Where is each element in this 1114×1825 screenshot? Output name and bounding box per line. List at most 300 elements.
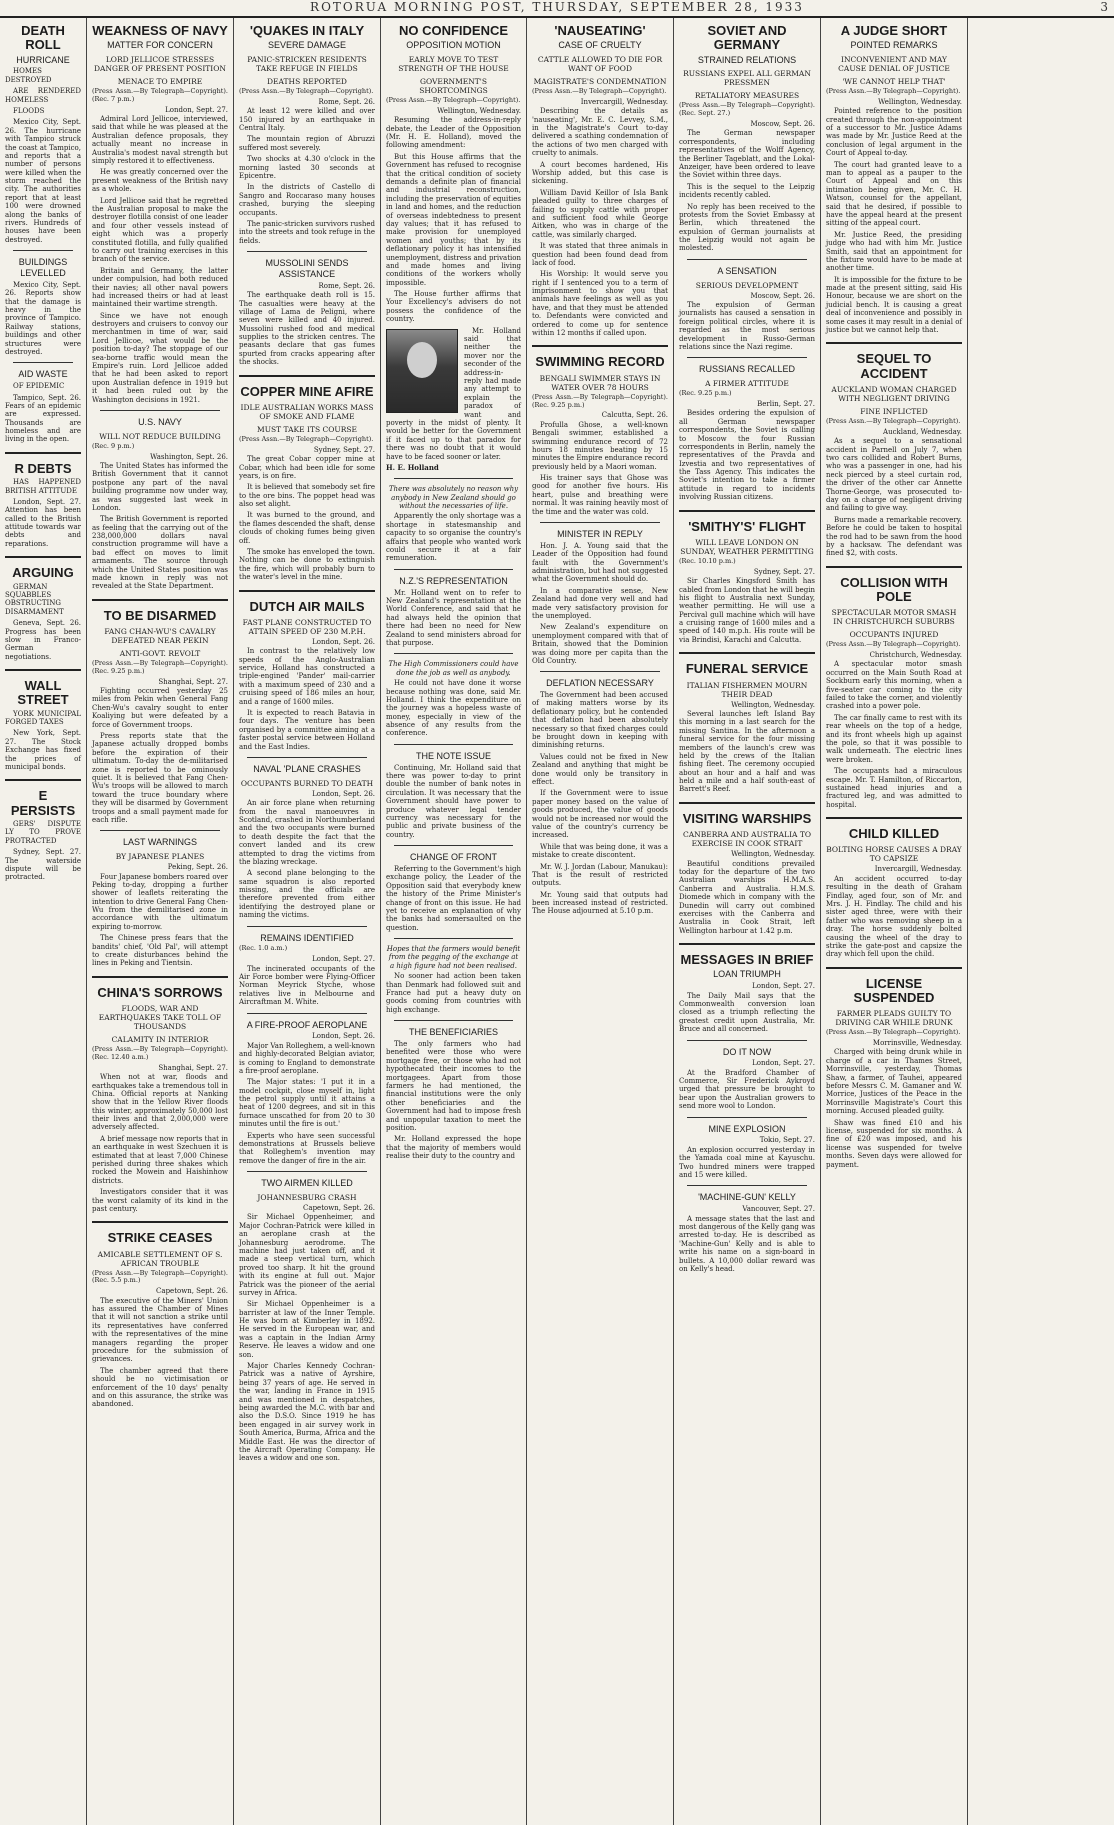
dateline: Sydney, Sept. 27. [753, 567, 815, 576]
column-3 [234, 18, 381, 1825]
paragraph: No reply has been received to the protests from the Soviet Embassy at Berlin, which threatened the expulsion of German journalists at the Leipzig would not again be molested. [679, 202, 815, 253]
divider [5, 556, 81, 558]
paragraph: When not at war, floods and earthquakes take a tremendous toll in China. Official reports at Nanking show that in the Yellow River floods this winter, approximately 50,000 lost their lives and that 2,000,000 were adversely affected. [92, 1073, 228, 1132]
subheadline: THE BENEFICIARIES [408, 1027, 498, 1038]
paragraph: New Zealand's expenditure on unemployment compared with that of Britain, showed that the Dominion was doing more per capita than the Old Country. [532, 623, 668, 665]
paragraph: This is the sequel to the Leipzig incidents recently cabled. [679, 182, 815, 200]
kicker: OCCUPANTS INJURED [849, 630, 939, 640]
dateline: Wellington, Wednesday. [731, 850, 815, 859]
paragraph: GERS' DISPUTE LY TO PROVE PROTRACTED [5, 820, 81, 845]
paragraph: Major Charles Kennedy Cochran-Patrick was a native of Ayrshire, being 37 years of age. He served in the war, landing in France in 1915 and was mentioned in despatches, being awarded the M.C. with bar and also the D.S.O. Since 1919 he has been engaged in air survey work in South America, Burma, Africa and the Middle East. He was the director of the Aircraft Operating Company. He leaves a widow and one son. [239, 1362, 375, 1463]
deck: INCONVENIENT AND MAY CAUSE DENIAL OF JUSTICE [838, 55, 950, 74]
kicker: MAGISTRATE'S CONDEMNATION [533, 77, 667, 87]
dateline: Capetown, Sept. 26. [156, 1287, 228, 1296]
headline: TO BE DISARMED [103, 607, 217, 623]
column-7 [821, 18, 968, 1825]
article [239, 757, 375, 920]
paragraph: The court had granted leave to a man to appeal as a pauper to the Court of Appeal and on this intimation being given, Mr. C. H. Watson, counsel for the appellant, said that he desired, if possible to have the appeal heard at the present sitting of the appeal court. [826, 160, 962, 228]
article [532, 671, 668, 916]
dateline: Wellington, Wednesday. [437, 106, 521, 115]
dateline: London, Sept. 27. [752, 982, 815, 991]
press-credit: (Press Assn.—By Telegraph—Copyright). [826, 1028, 961, 1037]
paragraph: Admiral Lord Jellicoe, interviewed, said that while he was pleased at the Australian defence proposals, they actually meant no increase in Australia's modest naval strength but simply restored it to effectiveness. [92, 115, 228, 166]
divider [687, 1117, 807, 1118]
headline: NO CONFIDENCE [398, 23, 509, 38]
paragraph: Two shocks at 4.30 o'clock in the morning lasted 30 seconds at Epicentre. [239, 155, 375, 181]
headline: SOVIET AND GERMANY [707, 23, 787, 53]
masthead-title: ROTORUA MORNING POST, THURSDAY, SEPTEMBER 28, 1933 [310, 0, 804, 14]
deck: WILL LEAVE LONDON ON SUNDAY, WEATHER PERMITTING [680, 537, 814, 556]
column-5 [527, 18, 674, 1825]
press-credit: (Press Assn.—By Telegraph—Copyright). [532, 87, 667, 96]
headline: COPPER MINE AFIRE [240, 383, 374, 399]
headline: R DEBTS [14, 460, 72, 476]
subheadline: REMAINS IDENTIFIED [260, 932, 354, 943]
paragraph: An accident occurred to-day resulting in the death of Graham Findlay, aged four, son of Mr. and Mrs. J. H. Findlay. The child and his sister aged three, were with their father who was removing sheep in a dray. The horse suddenly bolted causing the wheel of the dray to strike the gate-post and capsize the dray which fell upon the child. [826, 874, 962, 959]
paragraph: The United States has informed the British Government that it cannot postpone any part of the naval building programme now under way, as was suggested last week in London. [92, 461, 228, 512]
article [239, 1013, 375, 1166]
kicker: MENACE TO EMPIRE [117, 77, 203, 87]
paragraph: Mr. Justice Reed, the presiding judge who had with him Mr. Justice Smith, said that an appointment for the fixture would have to be made at another time. [826, 230, 962, 273]
kicker: A FIRMER ATTITUDE [705, 379, 789, 389]
kicker: OCCUPANTS BURNED TO DEATH [240, 778, 374, 788]
headline: SEQUEL TO ACCIDENT [856, 351, 932, 381]
deck: SPECTACULAR MOTOR SMASH IN CHRISTCHURCH SUBURBS [831, 608, 957, 627]
press-credit: (Rec. 10.10 p.m.) [679, 556, 736, 565]
deck: BOLTING HORSE CAUSES A DRAY TO CAPSIZE [826, 845, 962, 864]
divider [679, 510, 815, 512]
press-credit: (Rec. 1.0 a.m.) [239, 944, 288, 953]
deck: CATTLE ALLOWED TO DIE FOR WANT OF FOOD [537, 55, 663, 74]
kicker: FINE INFLICTED [860, 407, 928, 417]
article [532, 345, 668, 516]
divider [540, 522, 660, 523]
paragraph: Burns made a remarkable recovery. Before he could be taken to hospital the rod had to be sawn from the hood by a hacksaw. The defendant was fined $2, with costs. [826, 515, 962, 558]
divider [679, 943, 815, 945]
deck: FLOODS, WAR AND EARTHQUAKES TAKE TOLL OF THOUSANDS [98, 1004, 222, 1032]
paragraph: The mountain region of Abruzzi suffered most severely. [239, 135, 375, 152]
paragraph: The panic-stricken survivors rushed into the streets and took refuge in the fields. [239, 219, 375, 245]
paragraph: In contrast to the relatively low speeds of the Anglo-Australian service, Holland has constructed a triple-engined 'Pander' mail-carrier with a maximum speed of 230 and a cruising speed of 186 miles an hour, and a range of 1600 miles. [239, 647, 375, 706]
subheadline: OPPOSITION MOTION [406, 40, 501, 51]
article [5, 24, 81, 244]
divider [687, 357, 807, 358]
subheadline: RUSSIANS RECALLED [698, 364, 796, 375]
press-credit: (Press Assn.—By Telegraph—Copyright). (Rec. 5.5 p.m.) [92, 1268, 228, 1285]
dateline: Rome, Sept. 26. [318, 281, 375, 290]
paragraph: It is believed that somebody set fire to the ore bins. The poppet head was also set alight. [239, 483, 375, 509]
dateline: Morrinsville, Wednesday. [872, 1039, 962, 1048]
divider [540, 671, 660, 672]
paragraph: Tampico, Sept. 26. Fears of an epidemic are expressed. Thousands are homeless and are living in the open. [5, 393, 81, 444]
article [679, 1040, 815, 1111]
paragraph: The House further affirms that Your Excellency's advisers do not possess the confidence of the country. [386, 290, 521, 324]
press-credit: (Press Assn.—By Telegraph—Copyright). [826, 640, 961, 649]
deck: EARLY MOVE TO TEST STRENGTH OF THE HOUSE [398, 55, 509, 74]
paragraph: It is expected to reach Batavia in four days. The venture has been organised by a committee aiming at a faster postal service between Holland and the East Indies. [239, 709, 375, 751]
divider [100, 830, 220, 831]
subheadline: MINISTER IN REPLY [557, 529, 643, 540]
subheadline: POINTED REMARKS [850, 40, 938, 51]
deck: RUSSIANS EXPEL ALL GERMAN PRESSMEN [683, 69, 811, 88]
paragraph: He was greatly concerned over the present weakness of the British navy as a whole. [92, 168, 228, 194]
paragraph: Sir Charles Kingsford Smith has cabled from London that he will begin his flight to Australia next Sunday, weather permitting. He will use a Percival gull machine which will have a cruising range of 1600 miles and a speed of 140 m.p.h. His route will be via Brindisi, Karachi and Calcutta. [679, 577, 815, 644]
dateline: Christchurch, Wednesday. [869, 651, 962, 660]
divider [247, 926, 367, 927]
divider [394, 845, 513, 846]
paragraph: Sydney, Sept. 27. The waterside dispute will be protracted. [5, 848, 81, 882]
divider [5, 669, 81, 671]
paragraph: At least 12 were killed and over 150 injured by an earthquake in Central Italy. [239, 107, 375, 133]
paragraph: YORK MUNICIPAL FORGED TAXES [5, 709, 81, 727]
paragraph: A spectacular motor smash occurred on the Main South Road at Sockburn early this morning, when a five-seater car coming to the city failed to take the corner, and violently crashed into a power pole. [826, 660, 962, 711]
subheadline: AID WASTE [18, 369, 68, 380]
paragraph: The German newspaper correspondents, including representatives of the Wolff Agency, the Berliner Tageblatt, and the Lokal-Anzeiger, have been ordered to leave the Soviet within three days. [679, 129, 815, 180]
dateline: Invercargill, Wednesday. [580, 97, 668, 106]
headline: E PERSISTS [10, 788, 76, 818]
paragraph: Mexico City, Sept. 26. Reports show that the damage is heavy in the province of Tampico. Railway stations, buildings and other structures were destroyed. [5, 280, 81, 356]
headline: SWIMMING RECORD [535, 354, 665, 370]
paragraph: Shaw was fined £10 and his license, suspended for six months. A fine of £20 was imposed, and his license was suspended for twelve months. Seven days were allowed for payment. [826, 1118, 962, 1169]
divider [5, 452, 81, 454]
dateline: Moscow, Sept. 26. [750, 119, 815, 128]
divider [247, 1013, 367, 1014]
masthead [0, 0, 1114, 18]
article [679, 1185, 815, 1273]
paragraph: William David Keillor of Isla Bank pleaded guilty to three charges of failing to supply cattle with proper and sufficient food while George Aitken, who was in charge of the cattle, was similarly charged. [532, 188, 668, 239]
paragraph: Sir Michael Oppenheimer is a barrister at law of the Inner Temple. He was born at Kimberley in 1892. He served in the European war, and was a captain in the Indian Army Reserve. He leaves a widow and one son. [239, 1300, 375, 1359]
headline: COLLISION WITH POLE [840, 574, 948, 604]
article [679, 802, 815, 935]
divider [247, 1171, 367, 1172]
article [5, 669, 81, 771]
column-6 [674, 18, 821, 1825]
paragraph: The occupants had a miraculous escape. Mr. T. Hamilton, of Riccarton, sustained head injuries and a fractured leg, and was admitted to hospital. [826, 767, 962, 809]
deck: AMICABLE SETTLEMENT OF S. AFRICAN TROUBLE [97, 1249, 223, 1268]
dateline: Rome, Sept. 26. [318, 97, 375, 106]
paragraph: The smoke has enveloped the town. Nothing can be done to extinguish the fire, which will probably burn to the water's level in the mine. [239, 548, 375, 582]
press-credit: (Press Assn.—By Telegraph—Copyright). [826, 417, 961, 426]
newspaper-columns [0, 18, 1114, 1825]
dateline: Auckland, Wednesday. [883, 427, 962, 436]
headline: STRIKE CEASES [107, 1230, 213, 1246]
divider [826, 817, 962, 819]
kicker: RETALIATORY MEASURES [694, 91, 800, 101]
kicker: SERIOUS DEVELOPMENT [695, 280, 799, 290]
paragraph: ARE RENDERED HOMELESS [5, 87, 81, 104]
paragraph: Experts who have seen successful demonstrations at Brussels believe that Rolleghem's invention may remove the danger of fire in the air. [239, 1131, 375, 1165]
divider [826, 566, 962, 568]
subheadline: MUSSOLINI SENDS ASSISTANCE [265, 258, 349, 279]
pull-quote: Hopes that the farmers would benefit from the pegging of the exchange at a high figure had not been realised. [386, 945, 521, 970]
paragraph: Referring to the Government's high exchange policy, the Leader of the Opposition said that everybody knew the history of the Prime Minister's change of front on this issue. He had yet to receive an explanation of why the banks had somersaulted on the question. [386, 864, 521, 932]
paragraph: A brief message now reports that in an earthquake in west Szechuen it is estimated that at least 7,000 Chinese perished during three shakes which rocked the Mowein and Haishinhow districts. [92, 1134, 228, 1185]
paragraph: Lord Jellicoe said that he regretted the Australian proposal to make the destroyer flotilla consist of one leader and four other vessels instead of eight which was a properly constituted flotilla, and fully qualified to carry out training exercises in this branch of the service. [92, 196, 228, 264]
paragraph: Mexico City, Sept. 26. The hurricane with Tampico struck the coast at Tampico, and reports that a number of persons were killed when the storm reached the city. The authorities report that at least 100 were drowned along the banks of rivers. Hundreds of houses have been destroyed. [5, 118, 81, 244]
dateline: Capetown, Sept. 26. [303, 1204, 375, 1213]
article [239, 24, 375, 245]
kicker: CALAMITY IN INTERIOR [111, 1035, 209, 1045]
dateline: Peking, Sept. 26. [167, 863, 228, 872]
dateline: London, Sept. 26. [312, 637, 375, 646]
paragraph: Continuing, Mr. Holland said that there was power to-day to print double the number of bank notes in circulation. It was necessary that the Government should have power to produce whatever legal tender currency was necessary for the public and private business of the country. [386, 763, 521, 839]
dateline: Sydney, Sept. 27. [313, 445, 375, 454]
headline: 'SMITHY'S' FLIGHT [688, 518, 806, 534]
press-credit: (Press Assn.—By Telegraph—Copyright). (Rec. 9.25 p.m.) [92, 659, 228, 675]
dateline: Wellington, Wednesday. [731, 700, 815, 709]
deck: CANBERRA AND AUSTRALIA TO EXERCISE IN COOK STRAIT [682, 830, 811, 849]
paragraph: His Worship: It would serve you right if I sentenced you to a term of imprisonment to show you that animals have feelings as well as you have, and that they must be attended to. Defendants were convicted and ordered to come up for sentence within 12 months if called upon. [532, 270, 668, 338]
dateline: Invercargill, Wednesday. [874, 865, 962, 874]
paragraph: An air force plane when returning from the naval manoeuvres in Scotland, crashed in Northumberland and the two occupants were burned to death despite the fact that the convert landed and its crew attempted to drag the victims from the blazing wreckage. [239, 799, 375, 866]
paragraph: Pointed reference to the position created through the non-appointment of a successor to Mr. Justice Adams was made by Mr. Justice Reed at the conclusion of legal argument in the Court of Appeal to-day. [826, 107, 962, 158]
article [5, 362, 81, 444]
press-credit: (Press Assn.—By Telegraph—Copyright). [239, 87, 374, 96]
dateline: Vancouver, Sept. 27. [742, 1205, 815, 1214]
paragraph: The executive of the Miners' Union has assured the Chamber of Mines that it will not sanction a strike until its representatives have conferred with the representatives of the mine managers regarding the proper procedure for the submission of grievances. [92, 1296, 228, 1364]
divider [239, 590, 375, 592]
paragraph: The incinerated occupants of the Air Force bomber were Flying-Officer Norman Meyrick Styche, whose relatives live in Melbourne and Aircraftman M. White. [239, 964, 375, 1007]
paragraph: Investigators consider that it was the worst calamity of its kind in the past century. [92, 1188, 228, 1213]
kicker: GOVERNMENT'S SHORTCOMINGS [419, 77, 488, 96]
portrait-face [407, 342, 437, 378]
press-credit: (Press Assn.—By Telegraph—Copyright). [826, 87, 961, 96]
pull-quote: There was absolutely no reason why anybody in New Zealand should go without the necessaries of life. [388, 485, 519, 511]
paragraph: A message states that the last and most dangerous of the Kelly gang was arrested to-day. He is described as 'Machine-Gun' Kelly and is able to write his name on a sign-board in bullets. A 10,000 dollar reward was on Kelly's head. [679, 1214, 815, 1273]
paragraph: The Chinese press fears that the bandits' chief, 'Old Pal', will attempt to create disturbances behind the lines in Peking and Tientsin. [92, 934, 228, 968]
press-credit: (Press Assn.—By Telegraph—Copyright). [386, 96, 521, 105]
article [679, 259, 815, 352]
article [679, 943, 815, 1033]
subheadline: 'MACHINE-GUN' KELLY [698, 1192, 796, 1203]
paragraph: The British Government is reported as feeling that the carrying out of the 238,000,000 dollars naval construction programme will have a bad effect on moves to limit armaments. The source through which the United States position was made known in reply was not revealed at the State Department. [92, 515, 228, 591]
headline: VISITING WARSHIPS [682, 810, 812, 826]
press-credit: (Press Assn.—By Telegraph—Copyright). [239, 434, 374, 443]
portrait-photo [386, 329, 458, 413]
pull-quote: The High Commissioners could have done the job as well as anybody. [388, 660, 519, 677]
article [826, 342, 962, 557]
article [5, 250, 81, 356]
dateline: Berlin, Sept. 27. [757, 399, 815, 408]
paragraph: FLOODS [13, 106, 45, 115]
paragraph: Fighting occurred yesterday 25 miles from Pekin when General Fang Chen-Wu's cavalry sought to enter Koaliying but were defeated by a force of Government troops. [92, 687, 228, 729]
column-2 [87, 18, 234, 1825]
paragraph: New York, Sept. 27. The Stock Exchange has fixed the prices of municipal bonds. [5, 729, 81, 772]
divider [92, 599, 228, 601]
article [239, 590, 375, 751]
subheadline: U.S. NAVY [138, 416, 182, 427]
paragraph: Sir Michael Oppenheimer, and Major Cochran-Patrick were killed in an aeroplane crash at the Johannesburg aerodrome. The machine had just taken off, and it made a steep vertical turn, which proved too sharp. It hit the ground with its engine at full out. Major Patrick was the pioneer of the aerial survey in Africa. [239, 1213, 375, 1297]
paragraph: The great Cobar copper mine at Cobar, which had been idle for some years, is on fire. [239, 455, 375, 480]
subheadline: TWO AIRMEN KILLED [261, 1178, 353, 1189]
article [386, 478, 521, 563]
deck: LORD JELLICOE STRESSES DANGER OF PRESENT POSITION [94, 55, 226, 74]
deck: FARMER PLEADS GUILTY TO DRIVING CAR WHILE DRUNK [835, 1009, 953, 1028]
dateline: London, Sept. 27. [312, 955, 375, 964]
paragraph: Profulla Ghose, a well-known Bengali swimmer, established a swimming endurance record of 72 hours 18 minutes beating by 15 minutes the Empire endurance record previously held by a Maori woman. [532, 420, 668, 471]
paragraph: Apparently the only shortage was a shortage in statesmanship and capacity to so organise the country's affairs that people who wanted work could secure it at a fair remuneration. [386, 512, 521, 563]
dateline: Shanghai, Sept. 27. [158, 1063, 228, 1072]
paragraph: But this House affirms that the Government has refused to recognise that the critical condition of society demands a definite plan of financial and industrial reconstruction, including the preservation of equities in land and homes, and the reduction of overseas indebtedness to present day values; that it has refused to make provision for unemployed women and youths; that by its deflationary policy it has intensified unemployment, distress and privation and made homes and living conditions of the workers wholly impossible. [386, 152, 521, 287]
paragraph: Geneva, Sept. 26. Progress has been slow in Franco-German negotiations. [5, 619, 81, 661]
paragraph: An explosion occurred yesterday in the Yamada coal mine at Kayuschu. Two hundred miners were trapped and 15 were killed. [679, 1145, 815, 1179]
paragraph: In a comparative sense, New Zealand had done very well and had made very satisfactory provision for the unemployed. [532, 586, 668, 620]
paragraph: Values could not be fixed in New Zealand and anything that might be done would only be transitory in effect. [532, 752, 668, 786]
article [386, 1020, 521, 1160]
paragraph: The Major states: 'I put it in a model cockpit, close myself in, light the petrol supply until it attains a heat of 1200 degrees, and sit in this furnace unscathed for from 20 to 30 minutes until the fire is out.' [239, 1078, 375, 1129]
deck: FAST PLANE CONSTRUCTED TO ATTAIN SPEED OF 230 M.P.H. [242, 617, 372, 636]
subheadline: N.Z.'S REPRESENTATION [399, 575, 508, 586]
paragraph: Four Japanese bombers roared over Peking to-day, dropping a further shower of leaflets reiterating the intention to drive General Fang Chen-Wu from the demilitarised zone in accordance with the ultimatum expiring to-morrow. [92, 872, 228, 931]
headline: WALL STREET [17, 678, 69, 708]
paragraph: Major Van Rolleghem, a well-known and highly-decorated Belgian aviator, is coming to England to demonstrate a fire-proof aeroplane. [239, 1041, 375, 1075]
divider [394, 478, 513, 479]
paragraph: The only farmers who had benefited were those who were mortgage free, or those who had not hypothecated their incomes to the mortgagees. Apart from those farmers he had mentioned, the financial institutions were the only other beneficiaries and the Government had had to impose fresh and unpopular taxation to meet the position. [386, 1040, 521, 1132]
divider [100, 410, 220, 411]
article [532, 24, 668, 337]
dateline: Washington, Sept. 26. [150, 452, 228, 461]
subheadline: A FIRE-PROOF AEROPLANE [246, 1019, 368, 1030]
article [386, 744, 521, 839]
article [679, 510, 815, 645]
article [386, 938, 521, 1014]
divider [394, 569, 513, 570]
article [679, 357, 815, 501]
paragraph: Several launches left Island Bay this morning in a last search for the missing Santina. In the afternoon a funeral service for the four missing members of the launch's crew was held by the crews of the Italian fishing fleet. The ceremony occupied about an hour and a half and was held a mile and a half south-east of Barrett's Reef. [679, 709, 815, 794]
divider [826, 342, 962, 344]
subheadline: SEVERE DAMAGE [267, 40, 347, 51]
paragraph: Charged with being drunk while in charge of a car in Thames Street, Morrinsville, yesterday, Thomas Shaw, a farmer, of Tauhei, appeared before Messrs C. M. Gamaner and W. Morrice, Justices of the Peace in the Morrinsville Magistrate's Court this morning. Accused pleaded guilty. [826, 1048, 962, 1116]
deck: IDLE AUSTRALIAN WORKS MASS OF SMOKE AND FLAME [240, 402, 374, 421]
kicker: DEATHS REPORTED [267, 77, 347, 87]
subheadline: CASE OF CRUELTY [558, 40, 642, 51]
press-credit: (Press Assn.—By Telegraph—Copyright). (Rec. 12.40 a.m.) [92, 1045, 228, 1061]
paragraph: Mr. Holland said that neither the mover nor the seconder of the address-in-reply had made any attempt to explain the paradox of want and poverty in the midst of plenty. It would be better for the Government if it faced up to that paradox for there was no doubt that it would have to be faced sooner or later. [386, 326, 521, 461]
divider [394, 938, 513, 939]
paragraph: The Daily Mail says that the Commonwealth conversion loan closed as a triumph reflecting the greatest credit upon Australia, Mr. Bruce and all concerned. [679, 991, 815, 1034]
subheadline: STRAINED RELATIONS [697, 54, 797, 65]
press-credit: (Rec. 9.25 p.m.) [679, 389, 732, 398]
paragraph: A second plane belonging to the same squadron is also reported missing, and the officials are therefore prevented from either identifying the destroyed plane or naming the victims. [239, 869, 375, 920]
page-number: 3 [1100, 0, 1108, 14]
kicker: MUST TAKE ITS COURSE [257, 424, 357, 434]
article [5, 556, 81, 661]
paragraph: Mr. Holland expressed the hope that the majority of members would realise their duty to the country and [386, 1135, 521, 1161]
divider [92, 1221, 228, 1223]
article [386, 24, 521, 472]
kicker: WILL NOT REDUCE BUILDING [99, 431, 221, 441]
article [239, 926, 375, 1007]
press-credit: (Press Assn.—By Telegraph—Copyright). (Rec. 7 p.m.) [92, 87, 228, 103]
divider [13, 362, 73, 363]
article [826, 817, 962, 959]
article [239, 251, 375, 367]
paragraph: The expulsion of German journalists has caused a sensation in foreign political circles, where it is regarded as the most serious development in Russo-German relations since the Nazi regime. [679, 301, 815, 351]
headline: CHILD KILLED [848, 826, 940, 842]
paragraph: While that was being done, it was a mistake to create discontent. [532, 842, 668, 860]
paragraph: HAS HAPPENED BRITISH ATTITUDE [5, 478, 81, 495]
divider [394, 653, 513, 654]
article [532, 522, 668, 665]
paragraph: It was stated that three animals in question had been found dead from lack of food. [532, 242, 668, 267]
paragraph: In the districts of Castello di Sangro and Roccaraso many houses crashed, burying the sleeping occupants. [239, 183, 375, 217]
article [92, 410, 228, 591]
divider [239, 375, 375, 377]
press-credit: (Press Assn.—By Telegraph—Copyright). (Rec. Sept. 27.) [679, 101, 815, 118]
article [92, 1221, 228, 1408]
paragraph: His trainer says that Ghose was good for another five hours. His heart, pulse and breathing were normal. It was raining heavily most of the time and the water was cold. [532, 474, 668, 516]
subheadline: THE NOTE ISSUE [415, 750, 491, 761]
divider [687, 1185, 807, 1186]
kicker: 'WE CANNOT HELP THAT' [842, 77, 946, 87]
kicker: JOHANNESBURG CRASH [257, 1193, 357, 1203]
article [826, 967, 962, 1169]
headline: MESSAGES IN BRIEF [680, 952, 814, 968]
divider [687, 259, 807, 260]
headline: DUTCH AIR MAILS [249, 598, 365, 614]
article [5, 779, 81, 881]
subheadline: LAST WARNINGS [122, 837, 197, 848]
column-4 [381, 18, 527, 1825]
paragraph: A court becomes hardened, His Worship added, but this case is sickening. [532, 160, 668, 186]
paragraph: Britain and Germany, the latter under compulsion, had both reduced their navies; all other naval powers had increased theirs or had at least maintained their wartime strength. [92, 266, 228, 309]
dateline: Moscow, Sept. 26. [750, 291, 815, 300]
paragraph: It was burned to the ground, and the flames descended the shaft, dense clouds of choking fumes being given off. [239, 511, 375, 545]
subheadline: CHANGE OF FRONT [410, 852, 497, 863]
paragraph: Mr. Young said that outputs had been increased instead of restricted. The House adjourned at 5.10 p.m. [532, 890, 668, 916]
photo-caption: H. E. Holland [386, 462, 439, 472]
paragraph: London, Sept. 27. Attention has been called to the British attitude towards war debts and reparations. [5, 497, 81, 548]
divider [247, 757, 367, 758]
article [826, 24, 962, 334]
dateline: London, Sept. 26. [312, 1032, 375, 1041]
article [826, 566, 962, 809]
paragraph: Beautiful conditions prevailed today for the departure of the two Australian warships H.M.A.S. Canberra and Australia. H.M.S. Diomede which in company with the Dunedin will carry out combined exercises with the Canberra and Australia in Cook Strait, left Wellington harbour at 1.42 p.m. [679, 859, 815, 935]
article [239, 375, 375, 582]
paragraph: GERMAN SQUABBLES OBSTRUCTING DISARMAMENT [5, 582, 64, 616]
paragraph: He could not have done it worse because nothing was done, said Mr. Holland. I think the expenditure on the journey was a hopeless waste of money, especially in view of the absence of any results from the conference. [386, 679, 521, 738]
paragraph: Press reports state that the Japanese actually dropped bombs before the expiration of their ultimatum. To-day the de-militarised zone is reported to be ominously quiet. It is believed that Fang Chen-Wu's troops will be allowed to march toward the truce boundary where they will be disarmed by Government troops and a small payment made for each rifle. [92, 732, 228, 824]
column-1 [0, 18, 87, 1825]
paragraph: As a sequel to a sensational accident in Parnell on July 7, when two cars collided and Robert Burns, who was a passenger in one, had his neck pierced by a steel curtain rod, the driver of the other car Annette Thorne-George, was prosecuted to-day on a charge of negligent driving and failing to give way. [826, 437, 962, 513]
divider [394, 1020, 513, 1021]
dateline: Tokio, Sept. 27. [759, 1136, 815, 1145]
article [386, 569, 521, 648]
paragraph: Since we have not enough destroyers and cruisers to convoy our merchantmen in time of war, said Lord Jellicoe, what would be the position to-day? The stoppage of our sea-borne traffic would mean the Empire's ruin. Lord Jellicoe added that he had been asked to report upon Australian defence in 1919 but it had been ruled out by the Washington decisions in 1921. [92, 311, 228, 404]
paragraph: Hon. J. A. Young said that the Leader of the Opposition had found fault with the Government's administration, but had not suggested what the Government should do. [532, 541, 668, 584]
article [92, 976, 228, 1214]
subheadline: MATTER FOR CONCERN [107, 40, 213, 51]
paragraph: Resuming the address-in-reply debate, the Leader of the Opposition (Mr. H. E. Holland), moved the following amendment: [386, 116, 521, 150]
article [386, 653, 521, 738]
paragraph: The chamber agreed that there should be no victimisation or enforcement of the 10 days' penalty and on this assurance, the strike was abandoned. [92, 1366, 228, 1409]
divider [13, 250, 73, 251]
headline: FUNERAL SERVICE [685, 661, 809, 677]
paragraph: OF EPIDEMIC [13, 382, 65, 391]
subheadline: NAVAL 'PLANE CRASHES [253, 763, 361, 774]
divider [5, 779, 81, 781]
dateline: Calcutta, Sept. 26. [601, 411, 668, 420]
article [92, 830, 228, 967]
headline: LICENSE SUSPENDED [853, 975, 935, 1005]
paragraph: The Government had been accused of making matters worse by its deflationary policy, but he contended that deflation had been absolutely necessary so that fixed charges could be brought down in keeping with diminishing returns. [532, 691, 668, 750]
paragraph: It is impossible for the fixture to be made at the present sitting, said His Honour, because we are short on the judicial bench. It is causing a great deal of inconvenience and possibly in some cases it may result in a denial of justice but we cannot help that. [826, 275, 962, 335]
divider [532, 345, 668, 347]
divider [247, 251, 367, 252]
subheadline: LOAN TRIUMPH [713, 969, 781, 980]
article [5, 452, 81, 548]
subheadline: BUILDINGS LEVELLED [18, 257, 68, 278]
